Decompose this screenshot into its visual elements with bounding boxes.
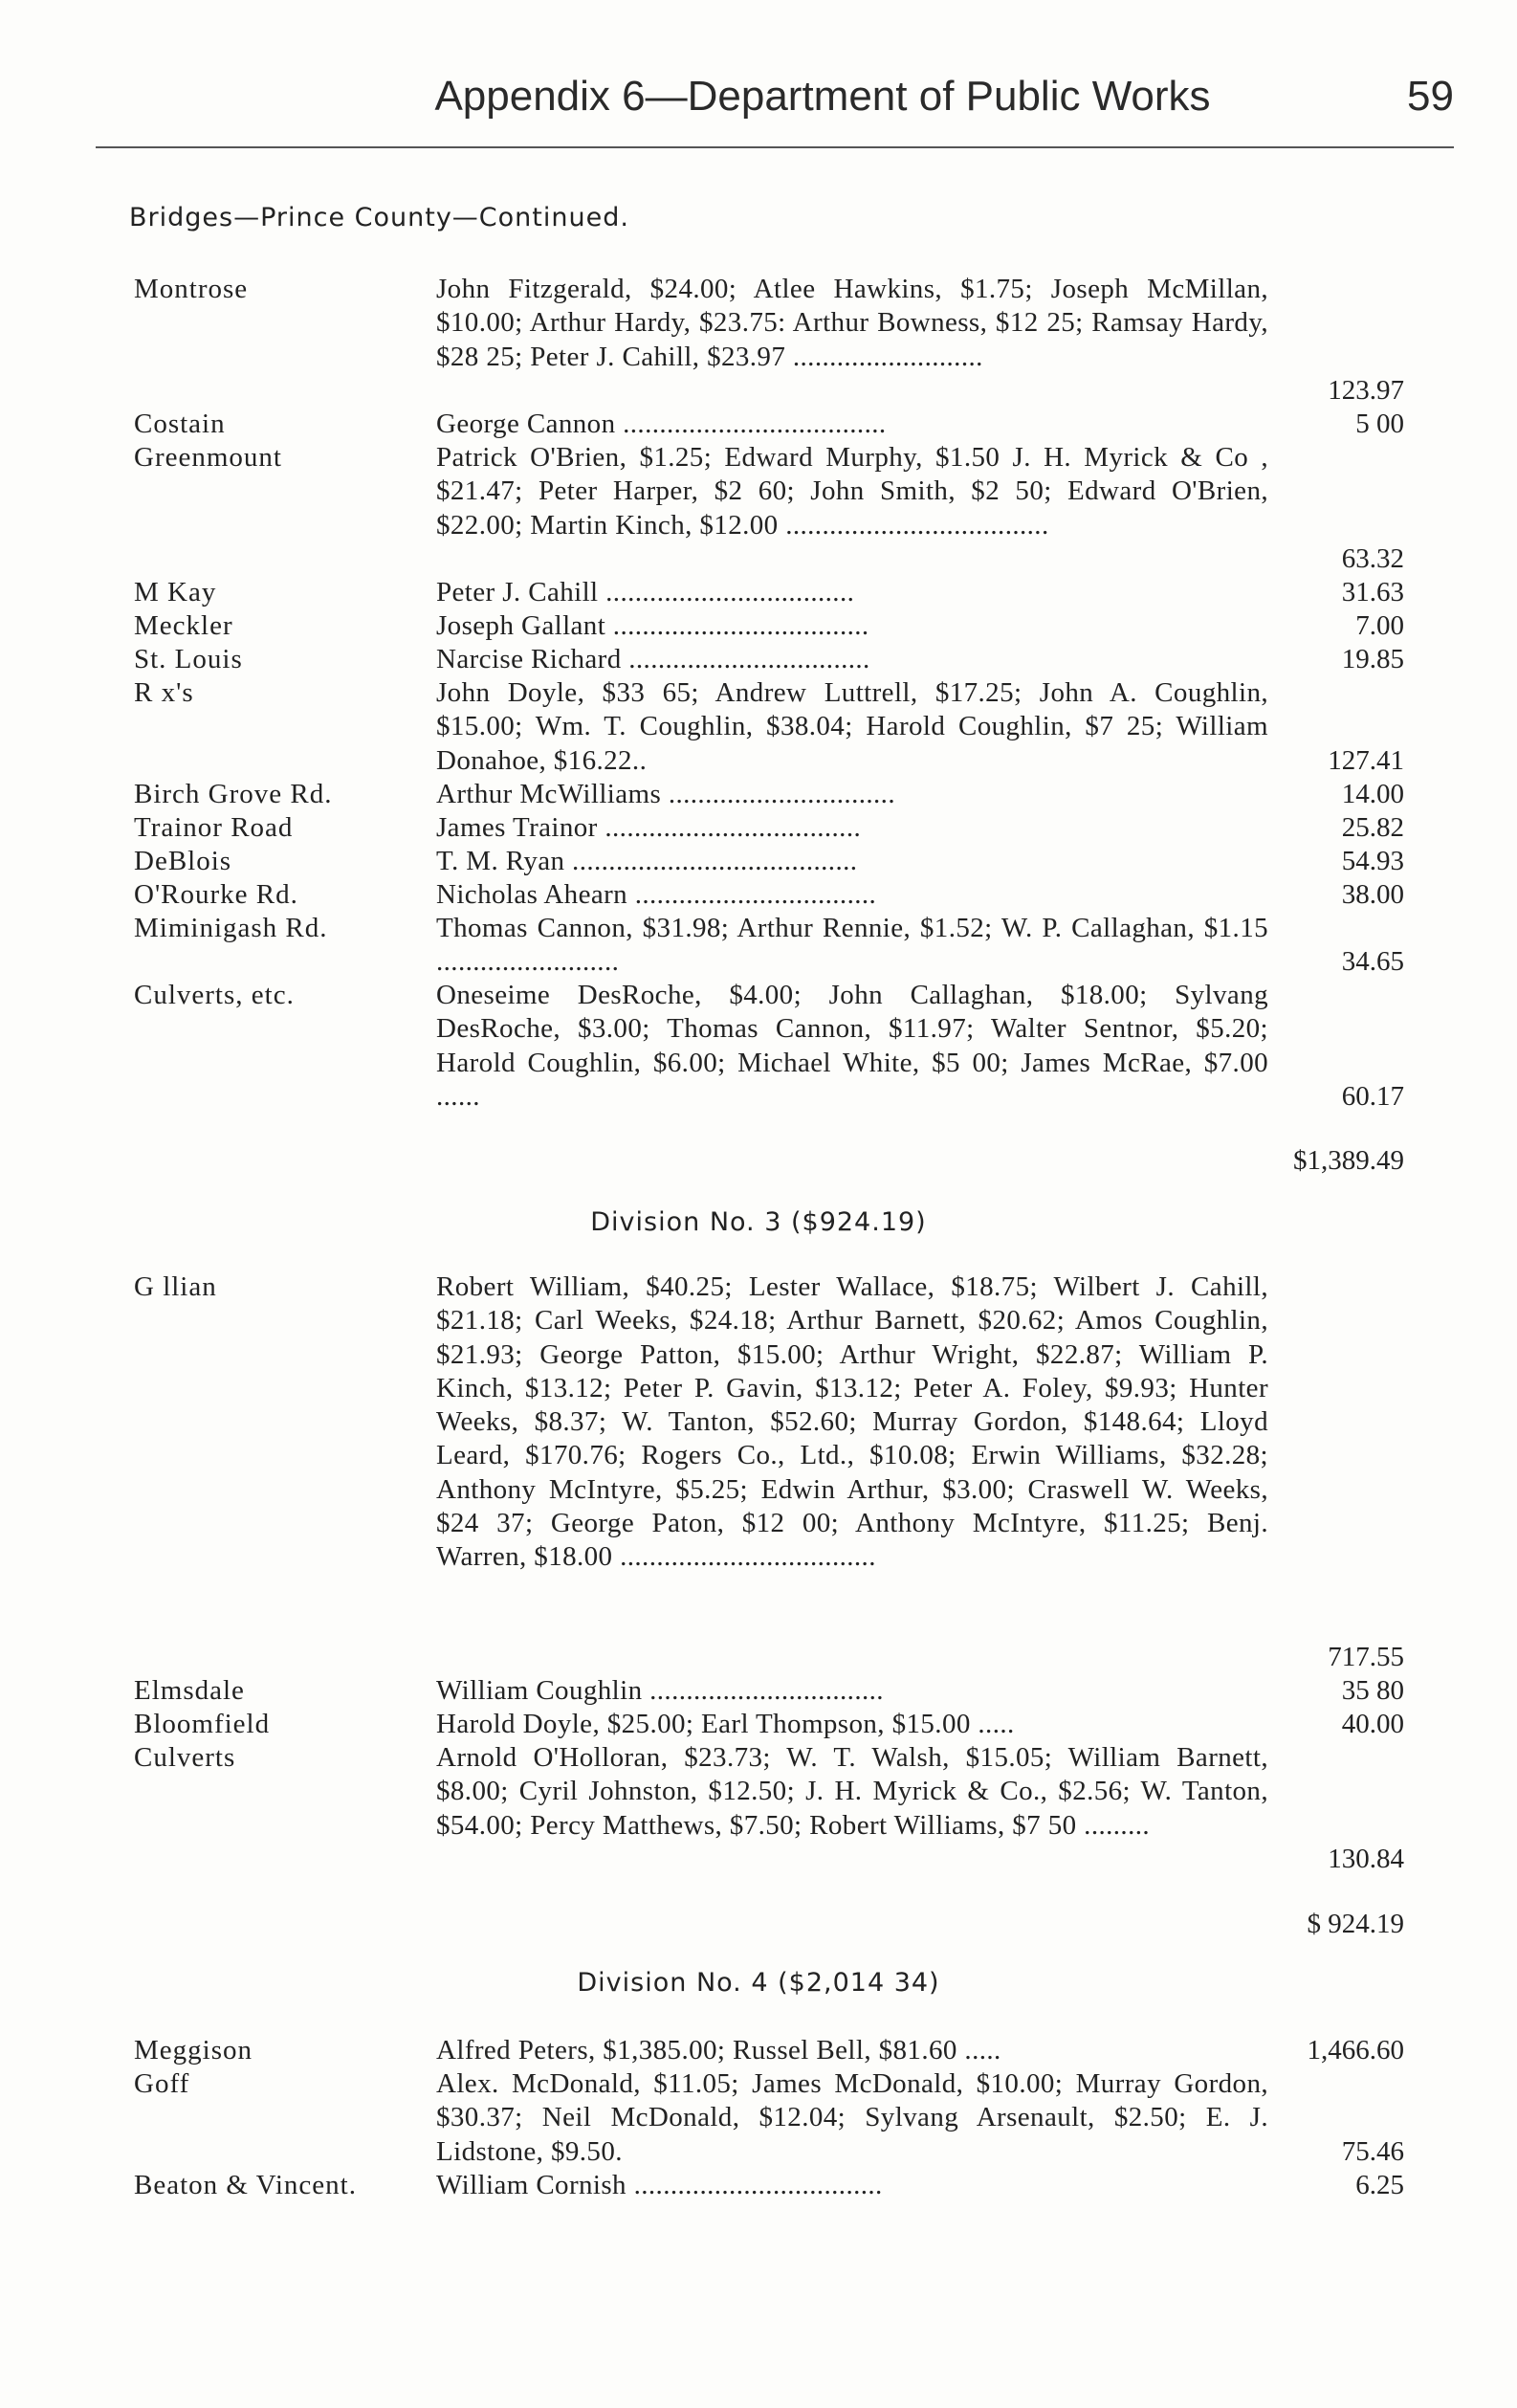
entry-amount: 1,466.60 xyxy=(1307,2035,1404,2066)
entry-place: St. Louis xyxy=(134,644,243,674)
entry-text: William Coughlin ................................ xyxy=(436,1675,884,1706)
entry-place: R x's xyxy=(134,677,194,708)
page-header xyxy=(96,67,1454,134)
entry-place: Greenmount xyxy=(134,442,282,473)
entry-place: Montrose xyxy=(134,274,249,304)
entry-place: Costain xyxy=(134,409,226,439)
entry-text: John Fitzgerald, $24.00; Atlee Hawkins, $1.75; Joseph McMillan, $10.00; Arthur Hardy, $23.75: Arthur Bowness, $12 25; Ramsay Hardy, $28 25; Peter J. Cahill, $23.97 .......................... xyxy=(436,274,1268,372)
entry-place: Culverts xyxy=(134,1742,236,1773)
entry-text: Robert William, $40.25; Lester Wallace, $18.75; Wilbert J. Cahill, $21.18; Carl Weeks, $24.18; Arthur Barnett, $20.62; Amos Coughlin, $21.93; George Patton, $15.00; Arthur Wright, $22.87; William P. Kinch, $13.12; Peter P. Gavin, $13.12; Peter A. Foley, $9.93; Hunter Weeks, $8.37; W. Tanton, $52.60; Murray Gordon, $148.64; Lloyd Leard, $170.76; Rogers Co., Ltd., $10.08; Erwin Williams, $32.28; Anthony McIntyre, $5.25; Edwin Arthur, $3.00; Craswell W. Weeks, $24 37; George Paton, $12 00; Anthony McIntyre, $11.25; Benj. Warren, $18.00 ................................... xyxy=(436,1271,1268,1573)
entry-place: Miminigash Rd. xyxy=(134,913,328,943)
entry-text: John Doyle, $33 65; Andrew Luttrell, $17.25; John A. Coughlin, $15.00; Wm. T. Coughlin, $38.04; Harold Coughlin, $7 25; William Donahoe, $16.22.. xyxy=(436,677,1268,776)
entry-text: T. M. Ryan ....................................... xyxy=(436,846,858,876)
entry-place: Goff xyxy=(134,2068,190,2099)
page-number: 59 xyxy=(1407,73,1454,120)
entry-place: Trainor Road xyxy=(134,812,294,843)
entry-amount: 25.82 xyxy=(1341,812,1404,843)
entry-place: DeBlois xyxy=(134,846,232,876)
entry-text: George Cannon .................................... xyxy=(436,409,887,439)
entry-amount: 130.84 xyxy=(1328,1844,1404,1874)
header-rule xyxy=(96,146,1454,148)
entry-amount: 38.00 xyxy=(1341,879,1404,910)
entry-text: Alex. McDonald, $11.05; James McDonald, $10.00; Murray Gordon, $30.37; Neil McDonald, $12.04; Sylvang Arsenault, $2.50; E. J. Lidstone, $9.50. xyxy=(436,2068,1268,2167)
entry-text: Thomas Cannon, $31.98; Arthur Rennie, $1.52; W. P. Callaghan, $1.15 ......................... xyxy=(436,913,1268,978)
entry-amount: 123.97 xyxy=(1328,375,1404,406)
entry-amount: 7.00 xyxy=(1355,610,1404,641)
entry-place: Meggison xyxy=(134,2035,253,2066)
entry-amount: 34.65 xyxy=(1341,946,1404,977)
entry-amount: 19.85 xyxy=(1341,644,1404,674)
division-4-heading: Division No. 4 ($2,014 34) xyxy=(577,1968,940,1998)
entry-text: Oneseime DesRoche, $4.00; John Callaghan, $18.00; Sylvang DesRoche, $3.00; Thomas Cannon, $11.97; Walter Sentnor, $5.20; Harold Coughlin, $6.00; Michael White, $5 00; James McRae, $7.00 ...... xyxy=(436,980,1268,1112)
entry-amount: 54.93 xyxy=(1341,846,1404,876)
entry-place: O'Rourke Rd. xyxy=(134,879,298,910)
entry-text: Alfred Peters, $1,385.00; Russel Bell, $81.60 ..... xyxy=(436,2035,1001,2066)
entry-text: Harold Doyle, $25.00; Earl Thompson, $15.00 ..... xyxy=(436,1709,1015,1739)
entry-amount: 5 00 xyxy=(1355,409,1404,439)
entry-text: Joseph Gallant ................................... xyxy=(436,610,869,641)
entry-amount: 717.55 xyxy=(1328,1642,1404,1672)
entry-text: Narcise Richard ................................. xyxy=(436,644,870,674)
entry-text: Peter J. Cahill .................................. xyxy=(436,577,855,608)
entry-text: Nicholas Ahearn ................................. xyxy=(436,879,877,910)
entry-text: Arthur McWilliams ............................... xyxy=(436,779,895,809)
division-3-total: $ 924.19 xyxy=(1307,1909,1404,1939)
page-title: Appendix 6—Department of Public Works xyxy=(434,73,1211,120)
entry-amount: 35 80 xyxy=(1341,1675,1404,1706)
entry-amount: 127.41 xyxy=(1328,745,1404,776)
entry-amount: 14.00 xyxy=(1341,779,1404,809)
entry-text: Arnold O'Holloran, $23.73; W. T. Walsh, $15.05; William Barnett, $8.00; Cyril Johnston, $12.50; J. H. Myrick & Co., $2.56; W. Tanton, $54.00; Percy Matthews, $7.50; Robert Williams, $7 50 ......... xyxy=(436,1742,1268,1841)
entry-text: James Trainor ................................... xyxy=(436,812,862,843)
entry-place: Elmsdale xyxy=(134,1675,245,1706)
entry-amount: 6.25 xyxy=(1355,2170,1404,2200)
entry-amount: 31.63 xyxy=(1341,577,1404,608)
entry-place: M Kay xyxy=(134,577,217,608)
entry-place: Meckler xyxy=(134,610,233,641)
entry-amount: 75.46 xyxy=(1341,2136,1404,2167)
section-total: $1,389.49 xyxy=(1293,1145,1404,1176)
entry-place: G llian xyxy=(134,1271,217,1302)
entry-place: Bloomfield xyxy=(134,1709,271,1739)
entry-amount: 60.17 xyxy=(1341,1081,1404,1112)
entry-text: Patrick O'Brien, $1.25; Edward Murphy, $1.50 J. H. Myrick & Co , $21.47; Peter Harper, $2 60; John Smith, $2 50; Edward O'Brien, $22.00; Martin Kinch, $12.00 .................................... xyxy=(436,442,1268,541)
section-heading: Bridges—Prince County—Continued. xyxy=(129,203,629,232)
entry-place: Culverts, etc. xyxy=(134,980,295,1010)
entry-place: Beaton & Vincent. xyxy=(134,2170,357,2200)
entry-text: William Cornish .................................. xyxy=(436,2170,883,2200)
entry-place: Birch Grove Rd. xyxy=(134,779,333,809)
division-3-heading: Division No. 3 ($924.19) xyxy=(590,1207,927,1237)
entry-amount: 63.32 xyxy=(1341,543,1404,574)
entry-amount: 40.00 xyxy=(1341,1709,1404,1739)
